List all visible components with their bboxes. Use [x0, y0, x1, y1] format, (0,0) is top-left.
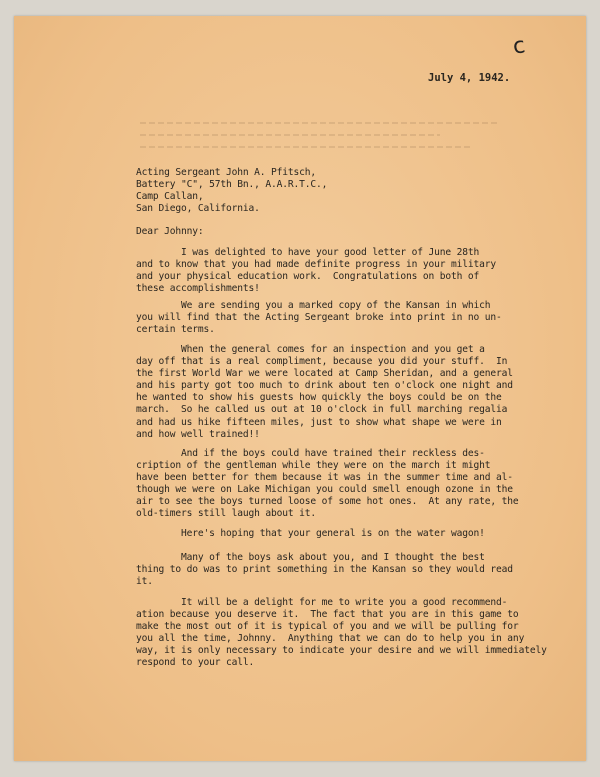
- address-line: Camp Callan,: [136, 191, 204, 202]
- bleed-through-line: [140, 134, 440, 136]
- letter-date: July 4, 1942.: [428, 72, 511, 84]
- paragraph: When the general comes for an inspection and you get a day off that is a real compliment, because you did your stuff. In the first World War we were located at Camp Sheridan, and a general and his party got too much to drink about ten o'clock one night and he wanted to show his guests how quickly the boys could be on the march. So he called us out at 10 o'clock in full marching regalia and had us hike fifteen miles, just to show what shape we were in and how well trained!!: [136, 344, 513, 440]
- paragraph: And if the boys could have trained their reckless des- cription of the gentleman while they were on the march it might have been better for them because it was in the summer time and al- though we were on Lake Michigan you could smell enough ozone in the air to see the boys turned loose of some hot ones. At any rate, the old-timers still laugh about it.: [136, 448, 519, 520]
- handwritten-mark: c: [511, 33, 527, 60]
- bleed-through-line: [140, 146, 470, 148]
- paragraph: Many of the boys ask about you, and I thought the best thing to do was to print something in the Kansan so they would read it.: [136, 552, 513, 588]
- paragraph: It will be a delight for me to write you a good recommend- ation because you deserve it. The fact that you are in this game to make the most out of it is typical of you and we will be pulling for you all the time, Johnny. Anything that we can do to help you in any way, it is only necessary to indicate your desire and we will immediately respond to your call.: [136, 597, 547, 669]
- salutation: Dear Johnny:: [136, 226, 204, 237]
- address-line: San Diego, California.: [136, 203, 260, 214]
- paragraph: I was delighted to have your good letter of June 28th and to know that you had made definite progress in your military and your physical education work. Congratulations on both of these accomplishments!: [136, 247, 497, 295]
- address-line: Acting Sergeant John A. Pfitsch,: [136, 167, 317, 178]
- address-line: Battery "C", 57th Bn., A.A.R.T.C.,: [136, 179, 328, 190]
- paragraph: Here's hoping that your general is on the water wagon!: [136, 528, 485, 539]
- bleed-through-line: [140, 122, 500, 124]
- paragraph: We are sending you a marked copy of the Kansan in which you will find that the Acting Sergeant broke into print in no un- certain terms.: [136, 300, 502, 336]
